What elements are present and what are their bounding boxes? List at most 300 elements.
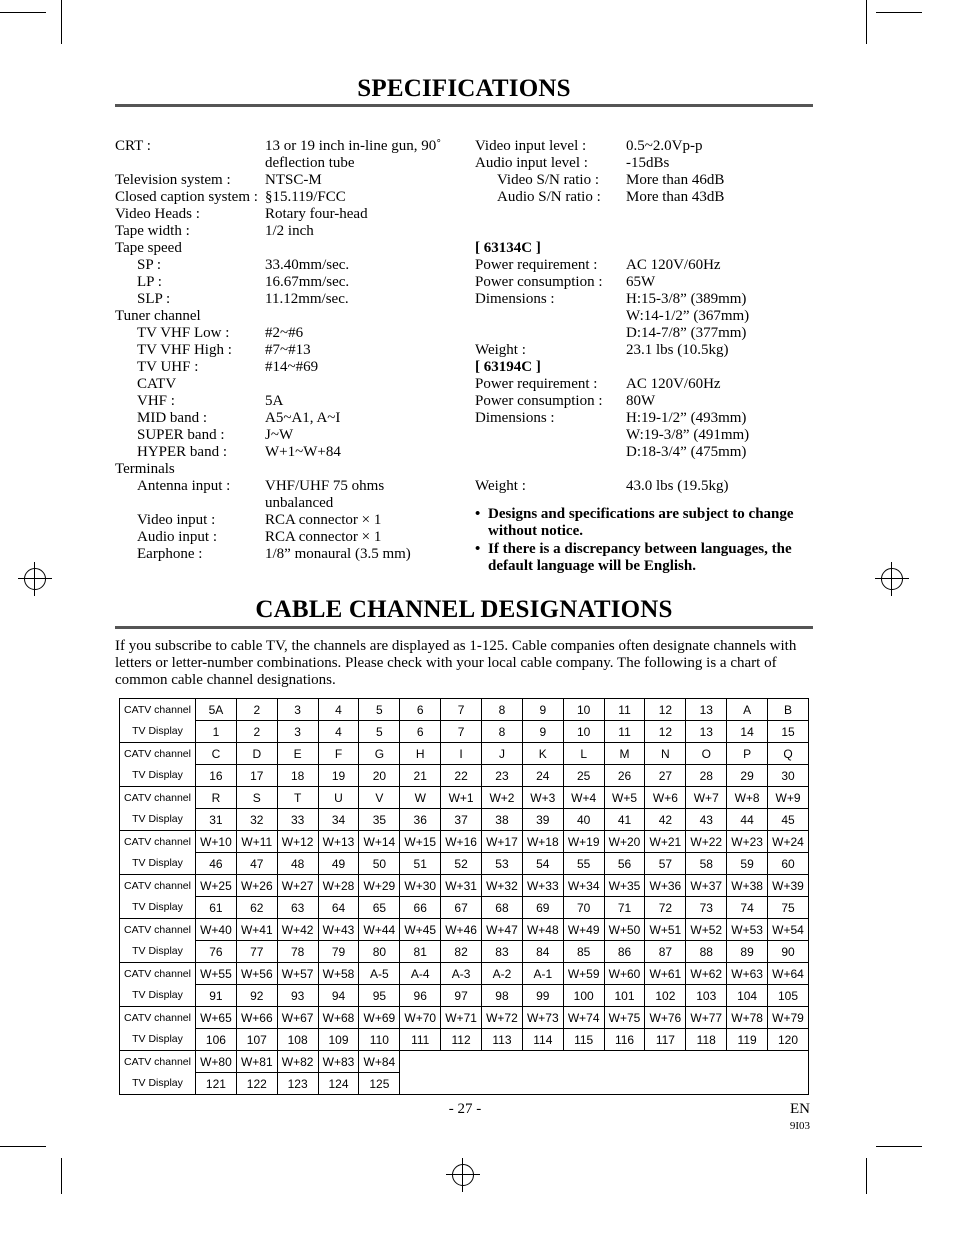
tv-display-cell: 72 [645,897,686,919]
spec-label: Closed caption system : [115,189,258,205]
tv-display-cell: 3 [277,721,318,743]
catv-cell: W+5 [604,787,645,809]
spec-row [115,240,460,257]
catv-cell: M [604,743,645,765]
tv-display-row [120,941,809,963]
catv-cell: W+51 [645,919,686,941]
empty-area [400,1051,809,1095]
registration-mark-icon [446,1158,480,1192]
catv-row [120,875,809,897]
spec-value: #2~#6 [265,325,304,341]
spec-label: LP : [137,274,162,290]
catv-row [120,1007,809,1029]
catv-cell: W+44 [359,919,400,941]
catv-cell: 12 [645,699,686,721]
catv-cell: W+58 [318,963,359,985]
spec-value: 23.1 lbs (10.5kg) [626,342,729,358]
tv-display-cell: 103 [686,985,727,1007]
catv-cell: O [686,743,727,765]
tv-display-cell: 2 [236,721,277,743]
tv-display-cell: 83 [482,941,523,963]
spec-row [475,189,815,206]
tv-display-cell: 125 [359,1073,400,1095]
catv-cell: 9 [522,699,563,721]
spec-label: MID band : [137,410,207,426]
catv-row [120,963,809,985]
catv-cell: I [441,743,482,765]
spec-value: RCA connector × 1 [265,512,382,528]
tv-display-cell: 69 [522,897,563,919]
spec-value: 16.67mm/sec. [265,274,350,290]
catv-cell: W+68 [318,1007,359,1029]
catv-row [120,743,809,765]
tv-display-cell: 13 [686,721,727,743]
tv-display-cell: 89 [727,941,768,963]
spec-label: Weight : [475,478,526,494]
catv-cell: W+19 [563,831,604,853]
catv-cell: W+77 [686,1007,727,1029]
tv-display-cell: 50 [359,853,400,875]
spec-value: §15.119/FCC [265,189,346,205]
spec-row [475,393,815,410]
intro-paragraph: If you subscribe to cable TV, the channels are displayed as 1-125. Cable companies often designate channels with letters or letter-number combinations. Please check with your local cable company. The following is a chart of common cable channel designations. [115,638,797,688]
spec-row [115,444,460,461]
tv-display-cell: 4 [318,721,359,743]
note-text: If there is a discrepancy between languages, the default language will be English. [488,541,792,574]
tv-display-cell: 95 [359,985,400,1007]
tv-display-cell: 101 [604,985,645,1007]
spec-label: TV UHF : [137,359,199,375]
spec-row [115,495,460,512]
tv-display-label: TV Display [120,941,196,963]
catv-cell: W+45 [400,919,441,941]
catv-cell: W+39 [768,875,809,897]
tv-display-cell: 41 [604,809,645,831]
catv-row [120,831,809,853]
catv-cell: J [482,743,523,765]
tv-display-cell: 60 [768,853,809,875]
tv-display-cell: 79 [318,941,359,963]
spec-row [115,427,460,444]
catv-cell: W+7 [686,787,727,809]
catv-cell: W+40 [196,919,237,941]
catv-cell: W+64 [768,963,809,985]
catv-cell: W+29 [359,875,400,897]
spec-row [475,342,815,359]
tv-display-cell: 119 [727,1029,768,1051]
spec-value: 13 or 19 inch in-line gun, 90˚ [265,138,442,154]
spec-row [475,478,815,495]
catv-cell: W+25 [196,875,237,897]
tv-display-cell: 37 [441,809,482,831]
spec-value: 1/2 inch [265,223,314,239]
spec-label: Audio S/N ratio : [497,189,601,205]
spec-row [475,172,815,189]
spec-row [115,325,460,342]
spec-value: unbalanced [265,495,334,511]
spec-label: CATV [137,376,177,392]
tv-display-label: TV Display [120,985,196,1007]
tv-display-row [120,1029,809,1051]
spec-row [115,172,460,189]
spec-value: More than 43dB [626,189,725,205]
tv-display-cell: 87 [645,941,686,963]
tv-display-cell: 31 [196,809,237,831]
tv-display-cell: 120 [768,1029,809,1051]
tv-display-cell: 65 [359,897,400,919]
tv-display-cell: 43 [686,809,727,831]
spec-row [115,376,460,393]
spec-label: Audio input level : [475,155,588,171]
catv-cell: W+67 [277,1007,318,1029]
catv-cell: A-1 [522,963,563,985]
title-rule [115,104,813,107]
spec-row [475,461,815,478]
catv-cell: W+69 [359,1007,400,1029]
catv-cell: W+54 [768,919,809,941]
tv-display-cell: 106 [196,1029,237,1051]
note-item [475,506,815,540]
catv-cell: W+47 [482,919,523,941]
spec-row [115,359,460,376]
tv-display-cell: 57 [645,853,686,875]
tv-display-cell: 64 [318,897,359,919]
catv-cell: W+30 [400,875,441,897]
bullet: • [475,541,481,557]
tv-display-cell: 26 [604,765,645,787]
tv-display-cell: 35 [359,809,400,831]
catv-cell: W+1 [441,787,482,809]
catv-cell: W+81 [236,1051,277,1073]
catv-cell: W+43 [318,919,359,941]
document-code: 9I03 [789,1120,810,1132]
tv-display-cell: 111 [400,1029,441,1051]
registration-mark-icon [875,562,909,596]
spec-value: D:18-3/4” (475mm) [626,444,747,460]
page-number: - 27 - [448,1101,482,1117]
crop-mark [866,1158,867,1194]
catv-cell: W+37 [686,875,727,897]
spec-value: 33.40mm/sec. [265,257,350,273]
spec-row [475,291,815,308]
spec-label: Tape speed [115,240,182,256]
catv-cell: W+56 [236,963,277,985]
catv-row [120,787,809,809]
catv-cell: 6 [400,699,441,721]
tv-display-cell: 85 [563,941,604,963]
crop-mark [876,12,922,13]
catv-cell: W+18 [522,831,563,853]
catv-label: CATV channel [120,831,196,853]
tv-display-cell: 61 [196,897,237,919]
catv-cell: W+16 [441,831,482,853]
catv-cell: W+36 [645,875,686,897]
tv-display-label: TV Display [120,765,196,787]
tv-display-cell: 82 [441,941,482,963]
spec-value: D:14-7/8” (377mm) [626,325,747,341]
catv-cell: W+49 [563,919,604,941]
catv-cell: W+32 [482,875,523,897]
spec-value: AC 120V/60Hz [626,257,721,273]
catv-cell: A-4 [400,963,441,985]
catv-cell: W+22 [686,831,727,853]
tv-display-cell: 53 [482,853,523,875]
tv-display-cell: 109 [318,1029,359,1051]
spec-row [115,461,460,478]
spec-value: -15dBs [626,155,670,171]
tv-display-cell: 36 [400,809,441,831]
catv-cell: S [236,787,277,809]
tv-display-cell: 70 [563,897,604,919]
language-code: EN [790,1101,810,1117]
spec-row [115,512,460,529]
catv-cell: W+80 [196,1051,237,1073]
spec-label: Power requirement : [475,376,598,392]
catv-cell: W+10 [196,831,237,853]
title-rule [115,626,813,629]
tv-display-cell: 51 [400,853,441,875]
spec-value: 0.5~2.0Vp-p [626,138,703,154]
spec-value: RCA connector × 1 [265,529,382,545]
tv-display-label: TV Display [120,897,196,919]
spec-row [475,410,815,427]
catv-row [120,699,809,721]
catv-cell: W+48 [522,919,563,941]
tv-display-cell: 100 [563,985,604,1007]
tv-display-cell: 40 [563,809,604,831]
spec-row [115,308,460,325]
catv-cell: W+15 [400,831,441,853]
tv-display-cell: 7 [441,721,482,743]
tv-display-cell: 59 [727,853,768,875]
catv-cell: F [318,743,359,765]
spec-row [475,223,815,240]
tv-display-cell: 46 [196,853,237,875]
catv-cell: W+27 [277,875,318,897]
catv-cell: B [768,699,809,721]
tv-display-cell: 96 [400,985,441,1007]
catv-cell: W+62 [686,963,727,985]
catv-cell: 5A [196,699,237,721]
tv-display-cell: 42 [645,809,686,831]
tv-display-row [120,809,809,831]
tv-display-cell: 77 [236,941,277,963]
tv-display-cell: 110 [359,1029,400,1051]
tv-display-cell: 25 [563,765,604,787]
spec-label: TV VHF High : [137,342,232,358]
spec-label: SLP : [137,291,171,307]
spec-value: Rotary four-head [265,206,368,222]
spec-value: J~W [265,427,294,443]
tv-display-cell: 20 [359,765,400,787]
catv-cell: W+11 [236,831,277,853]
spec-label: Antenna input : [137,478,231,494]
catv-cell: W+17 [482,831,523,853]
catv-cell: R [196,787,237,809]
tv-display-cell: 5 [359,721,400,743]
tv-display-cell: 19 [318,765,359,787]
catv-cell: W+8 [727,787,768,809]
spec-row [115,257,460,274]
catv-cell: Q [768,743,809,765]
tv-display-cell: 114 [522,1029,563,1051]
spec-label: Dimensions : [475,291,555,307]
catv-label: CATV channel [120,963,196,985]
spec-row [115,155,460,172]
spec-row [475,308,815,325]
tv-display-cell: 92 [236,985,277,1007]
catv-cell: W+79 [768,1007,809,1029]
catv-cell: W+23 [727,831,768,853]
catv-label: CATV channel [120,787,196,809]
catv-label: CATV channel [120,919,196,941]
catv-cell: W+12 [277,831,318,853]
tv-display-row [120,985,809,1007]
spec-label: Power consumption : [475,393,603,409]
catv-cell: W+38 [727,875,768,897]
catv-cell: W+13 [318,831,359,853]
spec-value: NTSC-M [265,172,322,188]
crop-mark [876,1146,922,1147]
note-text: Designs and specifications are subject to change without notice. [488,506,794,539]
catv-cell: W+14 [359,831,400,853]
crop-mark [0,1146,46,1147]
catv-cell: W+63 [727,963,768,985]
spec-row [115,138,460,155]
catv-cell: W+46 [441,919,482,941]
catv-cell: W+66 [236,1007,277,1029]
catv-cell: W+83 [318,1051,359,1073]
tv-display-cell: 102 [645,985,686,1007]
catv-cell: 5 [359,699,400,721]
catv-cell: W [400,787,441,809]
catv-cell: W+65 [196,1007,237,1029]
catv-cell: W+57 [277,963,318,985]
tv-display-cell: 45 [768,809,809,831]
tv-display-cell: 6 [400,721,441,743]
spec-row [475,444,815,461]
tv-display-cell: 32 [236,809,277,831]
registration-mark-icon [18,562,52,596]
spec-value: AC 120V/60Hz [626,376,721,392]
tv-display-cell: 58 [686,853,727,875]
spec-value: W:14-1/2” (367mm) [626,308,750,324]
spec-label: Video Heads : [115,206,200,222]
catv-cell: W+21 [645,831,686,853]
tv-display-cell: 93 [277,985,318,1007]
tv-display-cell: 63 [277,897,318,919]
spec-value: More than 46dB [626,172,725,188]
tv-display-cell: 24 [522,765,563,787]
spec-row [115,342,460,359]
catv-cell: W+34 [563,875,604,897]
tv-display-cell: 121 [196,1073,237,1095]
catv-cell: C [196,743,237,765]
tv-display-cell: 12 [645,721,686,743]
catv-cell: W+42 [277,919,318,941]
notes [475,506,815,576]
tv-display-cell: 78 [277,941,318,963]
catv-cell: W+3 [522,787,563,809]
spec-label: CRT : [115,138,151,154]
tv-display-cell: 97 [441,985,482,1007]
catv-cell: W+6 [645,787,686,809]
tv-display-cell: 66 [400,897,441,919]
spec-value: #7~#13 [265,342,311,358]
spec-row [115,189,460,206]
catv-cell: D [236,743,277,765]
tv-display-cell: 30 [768,765,809,787]
catv-cell: W+78 [727,1007,768,1029]
tv-display-cell: 55 [563,853,604,875]
spec-label: Power requirement : [475,257,598,273]
tv-display-cell: 91 [196,985,237,1007]
catv-cell: W+75 [604,1007,645,1029]
spec-label: Tuner channel [115,308,201,324]
spec-row [115,410,460,427]
catv-cell: W+61 [645,963,686,985]
spec-label: Video input : [137,512,216,528]
tv-display-cell: 52 [441,853,482,875]
catv-cell: T [277,787,318,809]
catv-cell: W+50 [604,919,645,941]
spec-label: Earphone : [137,546,203,562]
catv-label: CATV channel [120,1051,196,1073]
spec-value: A5~A1, A~I [265,410,341,426]
tv-display-cell: 71 [604,897,645,919]
spec-value: 1/8” monaural (3.5 mm) [265,546,411,562]
spec-row [115,546,460,563]
tv-display-cell: 17 [236,765,277,787]
spec-label: Terminals [115,461,175,477]
spec-row [475,325,815,342]
tv-display-cell: 1 [196,721,237,743]
spec-row [115,393,460,410]
spec-row [475,240,815,257]
tv-display-cell: 90 [768,941,809,963]
catv-cell: W+70 [400,1007,441,1029]
tv-display-label: TV Display [120,721,196,743]
spec-label: Dimensions : [475,410,555,426]
spec-value: #14~#69 [265,359,319,375]
tv-display-cell: 38 [482,809,523,831]
tv-display-cell: 56 [604,853,645,875]
crop-mark [61,1158,62,1194]
tv-display-cell: 113 [482,1029,523,1051]
crop-mark [0,12,46,13]
tv-display-cell: 105 [768,985,809,1007]
catv-cell: A-2 [482,963,523,985]
spec-row [115,274,460,291]
spec-label: Video input level : [475,138,587,154]
catv-cell: P [727,743,768,765]
catv-cell: W+24 [768,831,809,853]
catv-cell: W+55 [196,963,237,985]
tv-display-cell: 73 [686,897,727,919]
tv-display-label: TV Display [120,1073,196,1095]
catv-cell: W+41 [236,919,277,941]
tv-display-cell: 118 [686,1029,727,1051]
spec-row [475,138,815,155]
catv-cell: W+76 [645,1007,686,1029]
catv-cell: W+33 [522,875,563,897]
tv-display-cell: 98 [482,985,523,1007]
tv-display-cell: 81 [400,941,441,963]
spec-value: VHF/UHF 75 ohms [265,478,385,494]
catv-cell: 8 [482,699,523,721]
tv-display-cell: 75 [768,897,809,919]
specifications-title: SPECIFICATIONS [357,75,571,102]
